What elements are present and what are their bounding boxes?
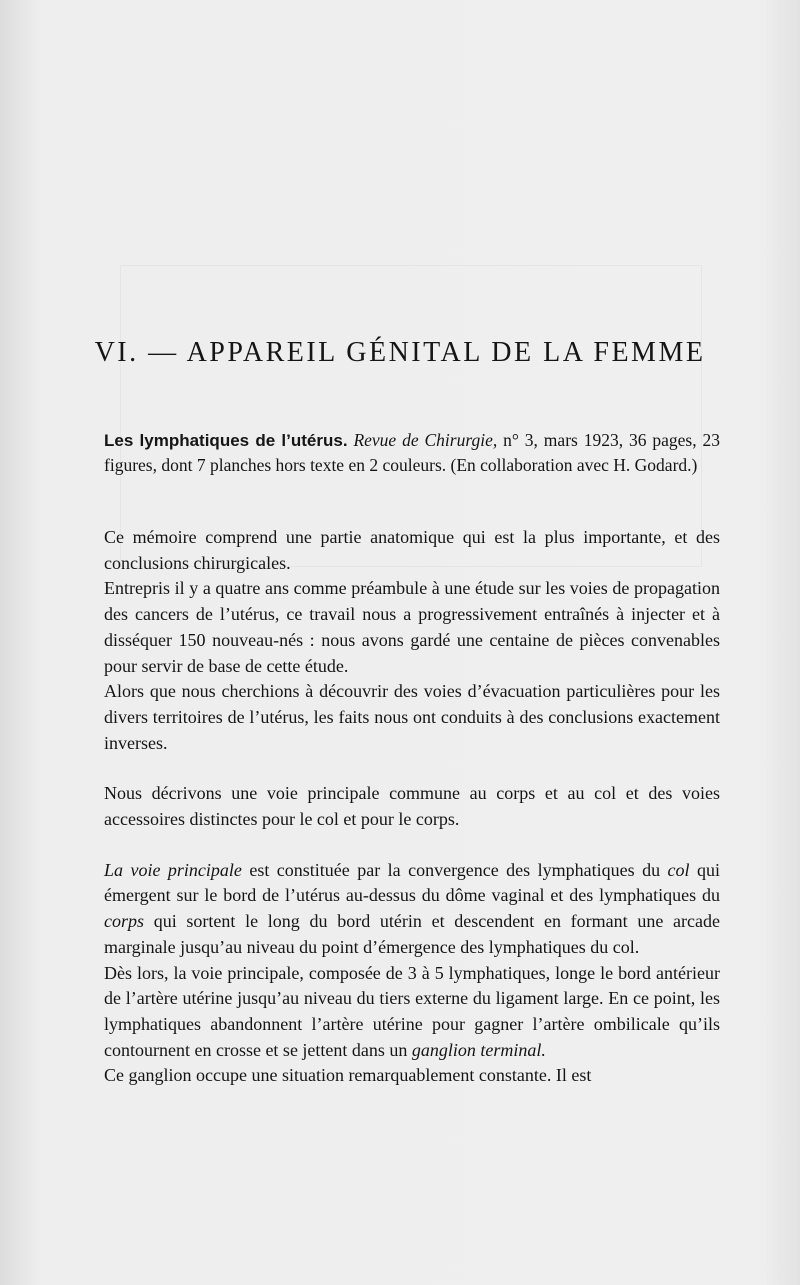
paragraph-6: [104, 961, 720, 1064]
bibliographic-reference: [104, 428, 720, 478]
term-corps: corps: [104, 911, 144, 932]
paragraph-6-text: Dès lors, la voie principale, composée de 3 à 5 lymphatiques, longe le bord antérieur de l’artère utérine jusqu’au niveau du tiers externe du ligament large. En ce point, les lymphatiques abandonnent l’artère utérine pour gagner l’artère ombilicale qu’ils contournent en crosse et se jettent dans un: [104, 962, 720, 1060]
paragraph-5-text-3: qui sortent le long du bord utérin et descendent en formant une arcade marginale jusqu’au niveau du point d’émergence des lymphatiques du col.: [104, 911, 720, 957]
paragraph-5: [104, 858, 720, 961]
paragraph-5-text-1: est constituée par la convergence des lymphatiques du: [241, 859, 668, 880]
paragraph-4: Nous décrivons une voie principale commune au corps et au col et des voies accessoires distinctes pour le col et pour le corps.: [104, 783, 720, 830]
paragraph-3: Alors que nous cherchions à découvrir des voies d’évacuation particulières pour les divers territoires de l’utérus, les faits nous ont conduits à des conclusions exactement inverses.: [104, 681, 720, 753]
paragraph-7: Ce ganglion occupe une situation remarquablement constante. Il est: [104, 1065, 592, 1086]
term-col: col: [667, 859, 690, 880]
paragraph-5-text-2: qui émergent sur le bord de l’utérus au-dessus du dôme vaginal et des lymphatiques du: [104, 859, 720, 906]
body-text: [104, 525, 720, 1089]
section-heading: VI. — APPAREIL GÉNITAL DE LA FEMME: [94, 337, 706, 368]
term-voie-principale: La voie principale: [104, 859, 242, 880]
reference-title: Les lymphatiques de l’utérus.: [104, 431, 348, 450]
paragraph-1: Ce mémoire comprend une partie anatomique qui est la plus importante, et des conclusions chirurgicales.: [104, 527, 720, 573]
paragraph-2: Entrepris il y a quatre ans comme préambule à une étude sur les voies de propagation des cancers de l’utérus, ce travail nous a progressivement entraînés à injecter et à disséquer 150 nouveau-nés : nous avons gardé une centaine de pièces convenables pour servir de base de cette étude.: [104, 578, 720, 676]
reference-journal: Revue de Chirurgie,: [353, 430, 498, 450]
show-through-figure: [120, 265, 702, 567]
reference-details: n° 3, mars 1923, 36 pages, 23 figures, dont 7 planches hors texte en 2 couleurs. (En collaboration avec H. Godard.): [104, 430, 720, 475]
term-ganglion-terminal: ganglion terminal.: [411, 1039, 546, 1060]
